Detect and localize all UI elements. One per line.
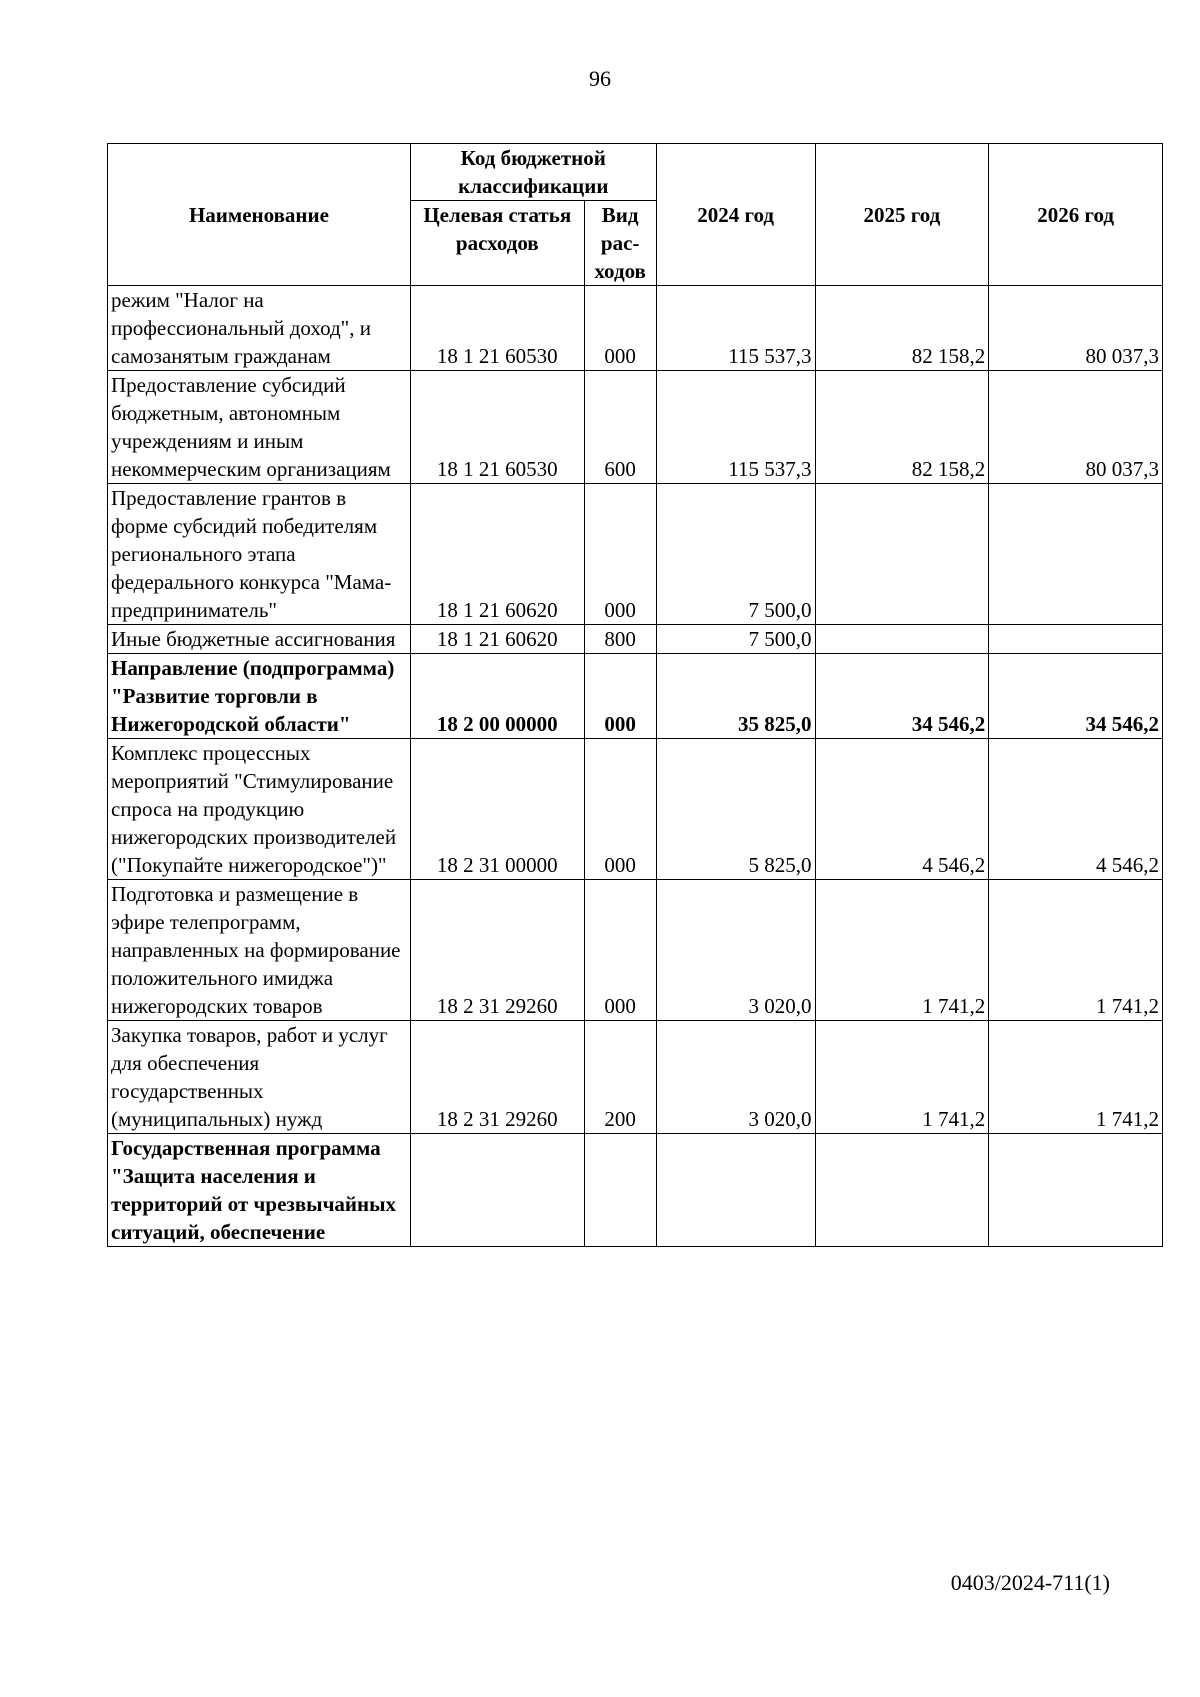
row-expense-type: 000 <box>584 880 656 1021</box>
row-target-code: 18 1 21 60620 <box>410 625 584 654</box>
row-value-2024: 115 537,3 <box>656 286 815 371</box>
row-name: Иные бюджетные ассигнования <box>108 625 411 654</box>
row-value-2026: 1 741,2 <box>989 1021 1163 1134</box>
row-value-2025: 4 546,2 <box>815 739 989 880</box>
row-name: Комплекс процессных мероприятий "Стимулирование спроса на продукцию нижегородских производителей ("Покупайте нижегородское")" <box>108 739 411 880</box>
table-row <box>108 484 1163 625</box>
header-code-group: Код бюджетной классификации <box>410 144 656 201</box>
row-target-code: 18 2 00 00000 <box>410 654 584 739</box>
table-row <box>108 654 1163 739</box>
row-expense-type <box>584 1134 656 1247</box>
table-body <box>108 286 1163 1247</box>
row-expense-type: 800 <box>584 625 656 654</box>
row-value-2025: 82 158,2 <box>815 286 989 371</box>
row-target-code: 18 1 21 60530 <box>410 371 584 484</box>
header-2025: 2025 год <box>815 144 989 286</box>
row-target-code: 18 1 21 60620 <box>410 484 584 625</box>
table-row <box>108 880 1163 1021</box>
page-number: 96 <box>589 66 611 91</box>
document-code: 0403/2024-711(1) <box>950 1570 1110 1595</box>
row-value-2026 <box>989 1134 1163 1247</box>
row-value-2026: 4 546,2 <box>989 739 1163 880</box>
header-type: Вид рас-ходов <box>584 201 656 286</box>
header-target: Целевая статья расходов <box>410 201 584 286</box>
table-row <box>108 1021 1163 1134</box>
row-name: Подготовка и размещение в эфире телепрограмм, направленных на формирование положительного имиджа нижегородских товаров <box>108 880 411 1021</box>
table-row <box>108 1134 1163 1247</box>
row-name: Закупка товаров, работ и услуг для обеспечения государственных (муниципальных) нужд <box>108 1021 411 1134</box>
row-value-2026: 80 037,3 <box>989 286 1163 371</box>
row-value-2026: 1 741,2 <box>989 880 1163 1021</box>
row-name: Государственная программа "Защита населения и территорий от чрезвычайных ситуаций, обеспечение <box>108 1134 411 1247</box>
table-row <box>108 286 1163 371</box>
row-target-code: 18 2 31 29260 <box>410 1021 584 1134</box>
row-value-2024: 35 825,0 <box>656 654 815 739</box>
row-expense-type: 600 <box>584 371 656 484</box>
row-value-2026: 34 546,2 <box>989 654 1163 739</box>
row-expense-type: 200 <box>584 1021 656 1134</box>
row-value-2025: 82 158,2 <box>815 371 989 484</box>
row-value-2025: 1 741,2 <box>815 1021 989 1134</box>
row-name: Предоставление субсидий бюджетным, автономным учреждениям и иным некоммерческим организациям <box>108 371 411 484</box>
row-value-2024: 5 825,0 <box>656 739 815 880</box>
row-value-2025 <box>815 484 989 625</box>
row-value-2024 <box>656 1134 815 1247</box>
row-value-2024: 3 020,0 <box>656 880 815 1021</box>
row-value-2024: 115 537,3 <box>656 371 815 484</box>
row-value-2024: 3 020,0 <box>656 1021 815 1134</box>
header-2026: 2026 год <box>989 144 1163 286</box>
row-target-code: 18 2 31 00000 <box>410 739 584 880</box>
row-expense-type: 000 <box>584 739 656 880</box>
row-value-2025: 1 741,2 <box>815 880 989 1021</box>
budget-table <box>107 143 1163 1247</box>
row-name: Направление (подпрограмма) "Развитие торговли в Нижегородской области" <box>108 654 411 739</box>
row-value-2025 <box>815 1134 989 1247</box>
row-expense-type: 000 <box>584 286 656 371</box>
row-value-2024: 7 500,0 <box>656 625 815 654</box>
row-name: режим "Налог на профессиональный доход", и самозанятым гражданам <box>108 286 411 371</box>
row-target-code <box>410 1134 584 1247</box>
header-name: Наименование <box>108 144 411 286</box>
header-2024: 2024 год <box>656 144 815 286</box>
row-value-2026 <box>989 484 1163 625</box>
row-target-code: 18 2 31 29260 <box>410 880 584 1021</box>
row-expense-type: 000 <box>584 484 656 625</box>
row-target-code: 18 1 21 60530 <box>410 286 584 371</box>
row-name: Предоставление грантов в форме субсидий победителям регионального этапа федерального конкурса "Мама-предприниматель" <box>108 484 411 625</box>
table-row <box>108 739 1163 880</box>
table-row <box>108 371 1163 484</box>
row-value-2024: 7 500,0 <box>656 484 815 625</box>
row-value-2026: 80 037,3 <box>989 371 1163 484</box>
table-row <box>108 625 1163 654</box>
row-expense-type: 000 <box>584 654 656 739</box>
row-value-2025: 34 546,2 <box>815 654 989 739</box>
row-value-2025 <box>815 625 989 654</box>
row-value-2026 <box>989 625 1163 654</box>
